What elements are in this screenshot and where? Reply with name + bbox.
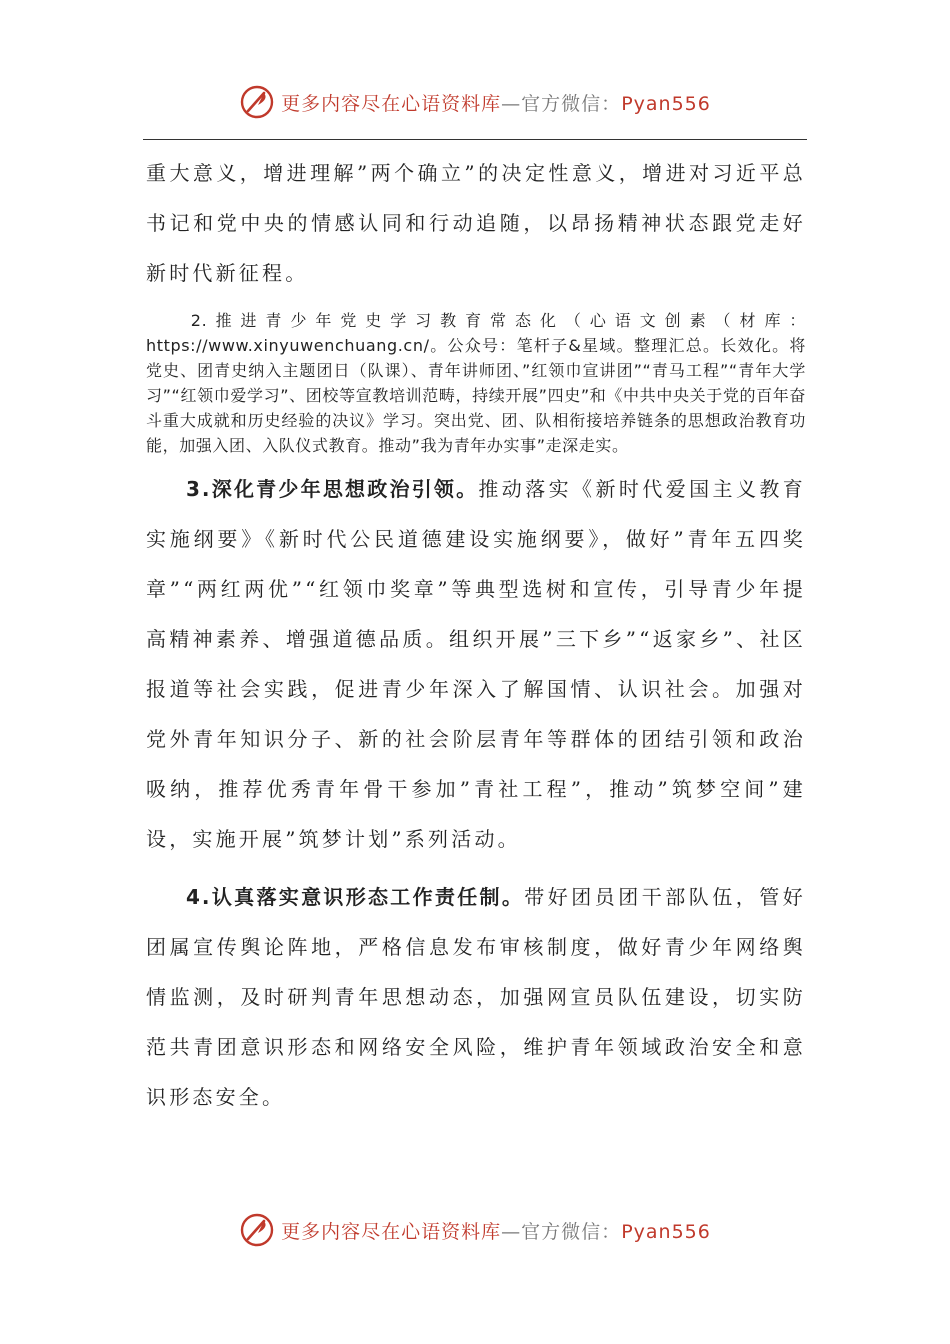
footer-banner-text <box>281 1217 711 1244</box>
header-banner-text <box>281 89 711 116</box>
header-banner <box>0 82 950 122</box>
header-brand: 更多内容尽在心语资料库 <box>281 92 502 115</box>
footer-separator: — <box>501 1220 522 1243</box>
footer-wechat-label: 官方微信： <box>521 1220 622 1243</box>
header-separator: — <box>501 92 522 115</box>
footer-wechat-handle: Pyan556 <box>621 1220 711 1243</box>
paragraph-3 <box>146 464 806 864</box>
quill-logo-icon <box>239 1212 275 1248</box>
paragraph-4-heading: 4.认真落实意识形态工作责任制。 <box>186 885 525 909</box>
paragraph-4 <box>146 872 806 1122</box>
footer-banner <box>0 1210 950 1250</box>
paragraph-3-heading: 3.深化青少年思想政治引领。 <box>186 477 479 501</box>
paragraph-1: 重大意义，增进理解”两个确立”的决定性意义，增进对习近平总书记和党中央的情感认同和行动追随，以昂扬精神状态跟党走好新时代新征程。 <box>146 161 806 285</box>
paragraph-4-text: 带好团员团干部队伍，管好团属宣传舆论阵地，严格信息发布审核制度，做好青少年网络舆情监测，及时研判青年思想动态，加强网宣员队伍建设，切实防范共青团意识形态和网络安全风险，维护青年领域政治安全和意识形态安全。 <box>146 885 807 1109</box>
header-wechat-label: 官方微信： <box>521 92 622 115</box>
header-divider <box>143 139 807 140</box>
quill-logo-icon <box>239 84 275 120</box>
header-wechat-handle: Pyan556 <box>621 92 711 115</box>
paragraph-2: 2.推进青少年党史学习教育常态化（心语文创素（材库：https://www.xinyuwenchuang.cn/。公众号：笔杆子&星域。整理汇总。长效化。将党史、团青史纳入主题团日（队课）、青年讲师团、”红领巾宣讲团”“青马工程”“青年大学习”“红领巾爱学习”、团校等宣教培训范畴，持续开展”四史”和《中共中央关于党的百年奋斗重大成就和历史经验的决议》学习。突出党、团、队相衔接培养链条的思想政治教育功能，加强入团、入队仪式教育。推动”我为青年办实事”走深走实。 <box>146 311 806 455</box>
footer-brand: 更多内容尽在心语资料库 <box>281 1220 502 1243</box>
paragraph-3-text: 推动落实《新时代爱国主义教育实施纲要》《新时代公民道德建设实施纲要》，做好”青年五四奖章”“两红两优”“红领巾奖章”等典型选树和宣传，引导青少年提高精神素养、增强道德品质。组织开展”三下乡”“返家乡”、社区报道等社会实践，促进青少年深入了解国情、认识社会。加强对党外青年知识分子、新的社会阶层青年等群体的团结引领和政治吸纳，推荐优秀青年骨干参加”青社工程”，推动”筑梦空间”建设，实施开展”筑梦计划”系列活动。 <box>146 477 806 851</box>
document-body <box>146 148 806 1122</box>
